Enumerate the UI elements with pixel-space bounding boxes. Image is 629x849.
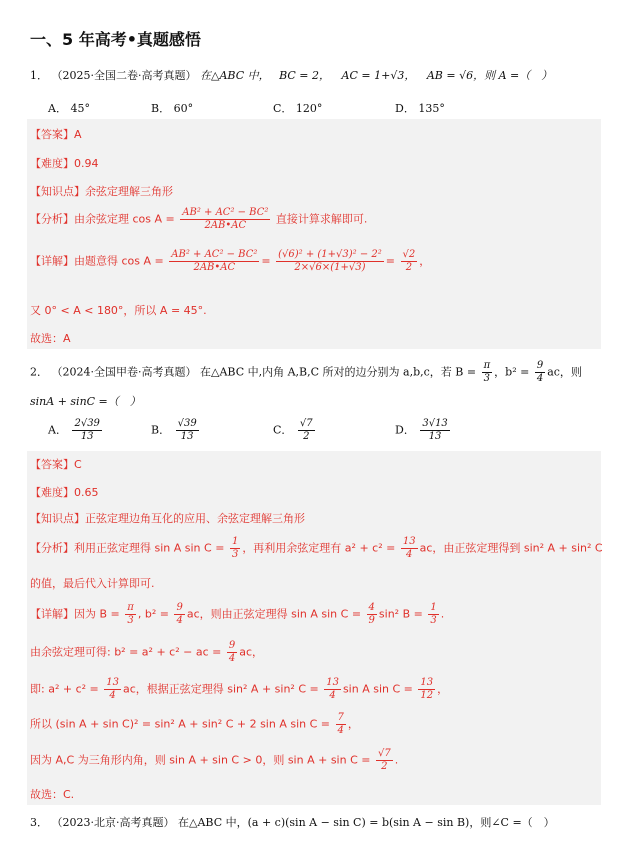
question-2-stem: 2． （2024·全国甲卷·高考真题） 在△ABC 中,内角 A,B,C 所对的边分别为 a,b,c，若 B = $\frac{\pi}{3}$ ，b² = $\frac{9}{4}$ ac，则 (30, 360, 582, 384)
q2-option-d[interactable]: D． $\frac{3√13}{13}$ (395, 418, 448, 442)
q2-answer: 【答案】C (30, 458, 82, 471)
q1-analysis: 【分析】由余弦定理 cos A = $\frac{\text{AB² + AC² − BC²}}{2AB•AC}$ 直接计算求解即可. (30, 207, 368, 231)
q2-detail-4: 所以 (sin A + sin C)² = sin² A + sin² C + 2 sin A sin C = $\frac{7}{4}$ ， (30, 712, 359, 736)
question-number: 1． (30, 69, 48, 82)
q2-detail-5: 因为 A,C 为三角形内角，则 sin A + sin C > 0，则 sin A + sin C = $\frac{√7}{2}$ . (30, 748, 399, 772)
q2-conclusion: 故选：C. (30, 788, 75, 801)
q1-option-a[interactable]: A． 45° (48, 102, 90, 115)
q2-detail-3: 即: a² + c² = $\frac{13}{4}$ ac，根据正弦定理得 sin² A + sin² C = $\frac{13}{4}$ sin A sin C = $\frac{13}{12}$ ， (30, 677, 449, 701)
question-source: （2025·全国二卷·高考真题） (51, 69, 197, 82)
question-3-stem: 3． （2023·北京·高考真题） 在△ABC 中，(a + c)(sin A − sin C) = b(sin A − sin B)，则∠C =（ ） (30, 816, 555, 829)
q2-option-c[interactable]: C． $\frac{√7}{2}$ (273, 418, 313, 442)
q1-option-d[interactable]: D． 135° (395, 102, 445, 115)
q2-option-b[interactable]: B． $\frac{√39}{13}$ (151, 418, 197, 442)
q2-detail-1: 【详解】因为 B = $\frac{\pi}{3}$ , b² = $\frac{9}{4}$ ac，则由正弦定理得 sin A sin C = $\frac{4}{9}$ sin² B = $\frac{1}{3}$ . (30, 602, 445, 626)
q1-answer: 【答案】A (30, 128, 82, 141)
q1-conclusion: 故选：A (30, 332, 71, 345)
q1-knowledge: 【知识点】余弦定理解三角形 (30, 185, 173, 198)
q2-option-a[interactable]: A． $\frac{2√39}{13}$ (48, 418, 100, 442)
question-2-stem-line2: sinA + sinC =（ ） (30, 395, 141, 408)
q1-option-c[interactable]: C． 120° (273, 102, 323, 115)
q2-detail-2: 由余弦定理可得: b² = a² + c² − ac = $\frac{9}{4}$ ac， (30, 640, 264, 664)
q2-analysis: 【分析】利用正弦定理得 sin A sin C = $\frac{1}{3}$ ，再利用余弦定理有 a² + c² = $\frac{13}{4}$ ac，由正弦定理得到 sin² A + sin² C (30, 536, 603, 560)
section-title: 一、5 年高考•真题感悟 (30, 30, 201, 49)
q2-knowledge: 【知识点】正弦定理边角互化的应用、余弦定理解三角形 (30, 512, 305, 525)
q1-detail: 【详解】由题意得 cos A = $\frac{\text{AB² + AC² − BC²}}{2AB•AC}$ = $\frac{\text{(√6)² + (1+√3)² − 2²}}{2\times√6\times(1+√3)}$ = $\frac{√2}{2}$ ， (30, 249, 431, 273)
question-1-stem: 1． （2025·全国二卷·高考真题） 在△ABC 中， BC = 2， AC = 1+√3， AB = √6，则 A =（ ） (30, 69, 553, 82)
q2-analysis-line2: 的值，最后代入计算即可. (30, 577, 155, 590)
q1-also: 又 0° < A < 180°，所以 A = 45°. (30, 304, 207, 317)
q1-difficulty: 【难度】0.94 (30, 157, 99, 170)
q2-difficulty: 【难度】0.65 (30, 486, 99, 499)
q1-option-b[interactable]: B． 60° (151, 102, 194, 115)
